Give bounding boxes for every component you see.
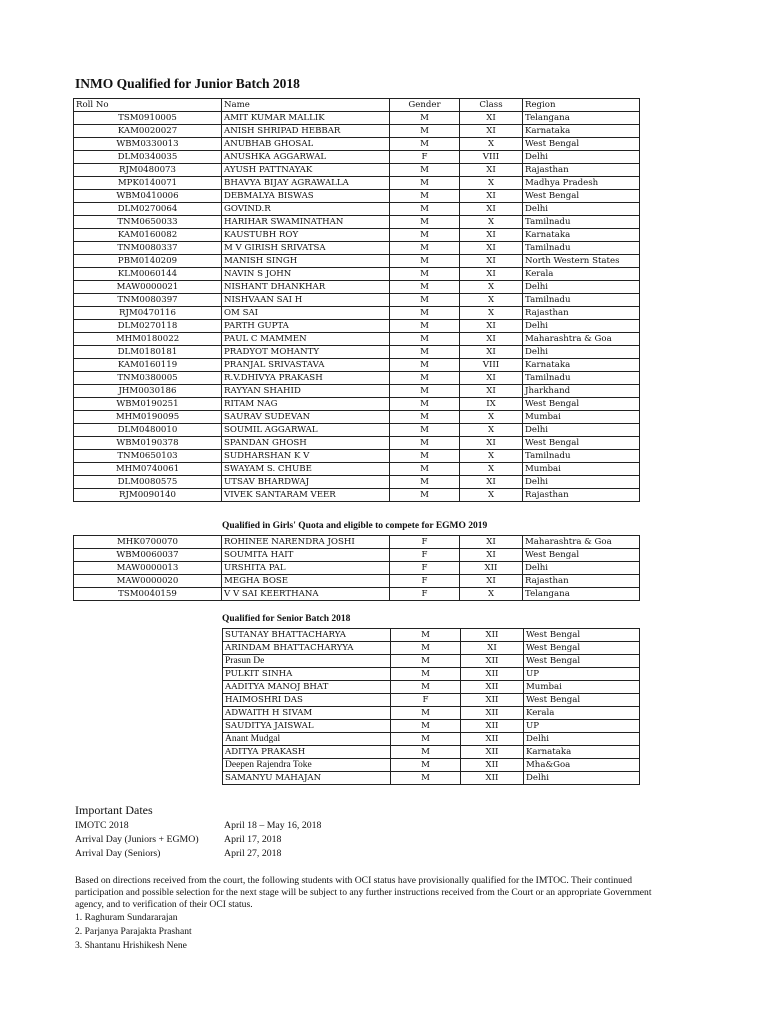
region-cell: UP (524, 668, 640, 681)
region-cell: Delhi (523, 203, 640, 216)
region-cell: Madhya Pradesh (523, 177, 640, 190)
gender-cell: M (391, 720, 461, 733)
table-header-row (74, 99, 640, 112)
name-cell: RAYYAN SHAHID (222, 385, 390, 398)
class-cell: XI (460, 125, 523, 138)
name-cell: Prasun De (223, 655, 391, 668)
roll-no-cell: WBM0190378 (74, 437, 222, 450)
class-cell: X (460, 588, 523, 601)
date-value: April 27, 2018 (224, 848, 282, 859)
name-cell: SOUMIL AGGARWAL (222, 424, 390, 437)
table-row (74, 307, 640, 320)
gender-cell: M (390, 320, 460, 333)
important-dates-heading: Important Dates (75, 803, 153, 817)
class-cell: XI (460, 536, 523, 549)
table-row (74, 588, 640, 601)
class-cell: XII (461, 746, 524, 759)
roll-no-cell: KLM0060144 (74, 268, 222, 281)
gender-cell: M (390, 164, 460, 177)
name-cell: OM SAI (222, 307, 390, 320)
name-cell: MANISH SINGH (222, 255, 390, 268)
name-cell: V V SAI KEERTHANA (222, 588, 390, 601)
table-row (74, 203, 640, 216)
region-cell: Rajasthan (523, 575, 640, 588)
gender-cell: M (390, 346, 460, 359)
table-row (74, 575, 640, 588)
table-row (74, 562, 640, 575)
class-cell: X (460, 138, 523, 151)
name-cell: SWAYAM S. CHUBE (222, 463, 390, 476)
gender-cell: M (390, 281, 460, 294)
gender-cell: M (390, 229, 460, 242)
region-cell: Telangana (523, 112, 640, 125)
roll-no-cell: RJM0090140 (74, 489, 222, 502)
gender-cell: M (390, 437, 460, 450)
region-cell: Kerala (524, 707, 640, 720)
table-row (223, 733, 640, 746)
class-cell: XI (460, 112, 523, 125)
region-cell: Rajasthan (523, 164, 640, 177)
table-row (74, 411, 640, 424)
class-cell: VIII (460, 151, 523, 164)
class-cell: X (460, 411, 523, 424)
class-cell: XII (461, 668, 524, 681)
region-cell: West Bengal (524, 629, 640, 642)
date-label: Arrival Day (Juniors + EGMO) (75, 834, 199, 845)
table-row (223, 707, 640, 720)
gender-cell: F (390, 549, 460, 562)
gender-cell: M (390, 242, 460, 255)
region-cell: Tamilnadu (523, 294, 640, 307)
name-cell: ARINDAM BHATTACHARYYA (223, 642, 391, 655)
date-value: April 17, 2018 (224, 834, 282, 845)
region-cell: Rajasthan (523, 489, 640, 502)
name-cell: M V GIRISH SRIVATSA (222, 242, 390, 255)
name-cell: BHAVYA BIJAY AGRAWALLA (222, 177, 390, 190)
name-cell: NISHVAAN SAI H (222, 294, 390, 307)
table-row (74, 268, 640, 281)
roll-no-cell: WBM0330013 (74, 138, 222, 151)
name-cell: HAIMOSHRI DAS (223, 694, 391, 707)
roll-no-cell: WBM0060037 (74, 549, 222, 562)
class-cell: X (460, 463, 523, 476)
oci-note-paragraph: Based on directions received from the court, the following students with OCI status have provisionally qualified for the IMTOC. Their continued participation and possible selection for the next stage will be subject to any further instructions received from the Court or an appropriate Government agency, and to verification of their OCI status. (75, 875, 652, 910)
name-cell: DEBMALYA BISWAS (222, 190, 390, 203)
class-cell: XI (460, 203, 523, 216)
name-cell: UTSAV BHARDWAJ (222, 476, 390, 489)
name-cell: ANUSHKA AGGARWAL (222, 151, 390, 164)
name-cell: ROHINEE NARENDRA JOSHI (222, 536, 390, 549)
class-cell: XII (461, 681, 524, 694)
gender-cell: F (390, 562, 460, 575)
name-cell: PARTH GUPTA (222, 320, 390, 333)
gender-cell: M (391, 759, 461, 772)
roll-no-cell: MHK0700070 (74, 536, 222, 549)
region-cell: Kerala (523, 268, 640, 281)
roll-no-cell: DLM0270064 (74, 203, 222, 216)
region-cell: Maharashtra & Goa (523, 333, 640, 346)
class-cell: XI (460, 476, 523, 489)
region-cell: West Bengal (524, 642, 640, 655)
roll-no-cell: TNM0080337 (74, 242, 222, 255)
table-row (74, 359, 640, 372)
class-cell: XI (460, 333, 523, 346)
roll-no-cell: KAM0160119 (74, 359, 222, 372)
gender-cell: M (390, 112, 460, 125)
class-cell: XII (460, 562, 523, 575)
name-cell: SUDHARSHAN K V (222, 450, 390, 463)
class-cell: X (460, 281, 523, 294)
gender-cell: M (390, 125, 460, 138)
roll-no-cell: MHM0180022 (74, 333, 222, 346)
gender-cell: M (391, 668, 461, 681)
column-header-name: Name (222, 99, 390, 112)
region-cell: Delhi (523, 320, 640, 333)
class-cell: X (460, 424, 523, 437)
roll-no-cell: MHM0740061 (74, 463, 222, 476)
class-cell: XII (461, 707, 524, 720)
table-row (74, 255, 640, 268)
table-row (74, 151, 640, 164)
class-cell: X (460, 450, 523, 463)
name-cell: AADITYA MANOJ BHAT (223, 681, 391, 694)
name-cell: PAUL C MAMMEN (222, 333, 390, 346)
gender-cell: M (390, 411, 460, 424)
table-row (74, 177, 640, 190)
roll-no-cell: DLM0270118 (74, 320, 222, 333)
class-cell: XII (461, 759, 524, 772)
table-row (74, 138, 640, 151)
table-row (223, 681, 640, 694)
gender-cell: M (390, 372, 460, 385)
region-cell: West Bengal (523, 138, 640, 151)
roll-no-cell: DLM0080575 (74, 476, 222, 489)
class-cell: XI (460, 575, 523, 588)
class-cell: XI (460, 320, 523, 333)
table-row (74, 549, 640, 562)
class-cell: XI (460, 255, 523, 268)
gender-cell: F (390, 588, 460, 601)
roll-no-cell: WBM0190251 (74, 398, 222, 411)
class-cell: XII (461, 720, 524, 733)
column-header-gender: Gender (390, 99, 460, 112)
name-cell: RITAM NAG (222, 398, 390, 411)
class-cell: XII (461, 772, 524, 785)
gender-cell: F (391, 694, 461, 707)
roll-no-cell: TSM0040159 (74, 588, 222, 601)
gender-cell: M (391, 629, 461, 642)
name-cell: R.V.DHIVYA PRAKASH (222, 372, 390, 385)
name-cell: ANISH SHRIPAD HEBBAR (222, 125, 390, 138)
column-header-class: Class (460, 99, 523, 112)
table-row (74, 424, 640, 437)
table-row (74, 450, 640, 463)
table-row (223, 655, 640, 668)
roll-no-cell: DLM0340035 (74, 151, 222, 164)
roll-no-cell: MAW0000021 (74, 281, 222, 294)
roll-no-cell: MAW0000020 (74, 575, 222, 588)
region-cell: Jharkhand (523, 385, 640, 398)
girls-quota-table (73, 535, 640, 601)
roll-no-cell: TNM0650033 (74, 216, 222, 229)
gender-cell: M (390, 333, 460, 346)
region-cell: West Bengal (523, 398, 640, 411)
gender-cell: M (390, 489, 460, 502)
gender-cell: F (390, 536, 460, 549)
gender-cell: M (391, 655, 461, 668)
name-cell: AYUSH PATTNAYAK (222, 164, 390, 177)
region-cell: Delhi (523, 346, 640, 359)
table-row (223, 772, 640, 785)
gender-cell: M (391, 746, 461, 759)
table-row (74, 489, 640, 502)
class-cell: XI (460, 164, 523, 177)
region-cell: Delhi (524, 772, 640, 785)
junior-batch-table (73, 98, 640, 502)
table-row (74, 112, 640, 125)
column-header-roll-no: Roll No (74, 99, 222, 112)
name-cell: KAUSTUBH ROY (222, 229, 390, 242)
name-cell: Anant Mudgal (223, 733, 391, 746)
gender-cell: M (391, 642, 461, 655)
gender-cell: M (390, 177, 460, 190)
roll-no-cell: KAM0020027 (74, 125, 222, 138)
date-row (75, 820, 321, 831)
name-cell: PRADYOT MOHANTY (222, 346, 390, 359)
roll-no-cell: TNM0080397 (74, 294, 222, 307)
name-cell: SAUDITYA JAISWAL (223, 720, 391, 733)
table-row (74, 346, 640, 359)
table-row (74, 320, 640, 333)
roll-no-cell: DLM0180181 (74, 346, 222, 359)
gender-cell: M (390, 255, 460, 268)
roll-no-cell: RJM0480073 (74, 164, 222, 177)
table-row (74, 242, 640, 255)
region-cell: UP (524, 720, 640, 733)
gender-cell: M (391, 772, 461, 785)
region-cell: West Bengal (523, 437, 640, 450)
class-cell: X (460, 489, 523, 502)
gender-cell: M (390, 294, 460, 307)
region-cell: Rajasthan (523, 307, 640, 320)
region-cell: Tamilnadu (523, 372, 640, 385)
class-cell: X (460, 307, 523, 320)
region-cell: Telangana (523, 588, 640, 601)
table-row (74, 190, 640, 203)
name-cell: NISHANT DHANKHAR (222, 281, 390, 294)
region-cell: Karnataka (523, 125, 640, 138)
region-cell: Maharashtra & Goa (523, 536, 640, 549)
region-cell: Tamilnadu (523, 242, 640, 255)
gender-cell: M (390, 476, 460, 489)
table-row (74, 125, 640, 138)
date-row (75, 848, 281, 859)
region-cell: Delhi (523, 424, 640, 437)
table-row (74, 385, 640, 398)
class-cell: IX (460, 398, 523, 411)
class-cell: VIII (460, 359, 523, 372)
class-cell: XII (461, 629, 524, 642)
gender-cell: M (390, 203, 460, 216)
region-cell: Mumbai (523, 463, 640, 476)
table-row (223, 694, 640, 707)
name-cell: SOUMITA HAIT (222, 549, 390, 562)
date-label: IMOTC 2018 (75, 820, 129, 831)
date-row (75, 834, 281, 845)
region-cell: West Bengal (523, 549, 640, 562)
class-cell: X (460, 177, 523, 190)
roll-no-cell: KAM0160082 (74, 229, 222, 242)
class-cell: XI (461, 642, 524, 655)
table-row (223, 720, 640, 733)
girls-quota-heading: Qualified in Girls' Quota and eligible to compete for EGMO 2019 (222, 521, 488, 531)
oci-list-item: 2. Parjanya Parajakta Prashant (75, 926, 192, 937)
name-cell: ADWAITH H SIVAM (223, 707, 391, 720)
region-cell: Delhi (524, 733, 640, 746)
class-cell: X (460, 294, 523, 307)
region-cell: West Bengal (524, 694, 640, 707)
gender-cell: M (390, 138, 460, 151)
gender-cell: M (391, 707, 461, 720)
gender-cell: M (390, 398, 460, 411)
roll-no-cell: TSM0910005 (74, 112, 222, 125)
name-cell: SUTANAY BHATTACHARYA (223, 629, 391, 642)
roll-no-cell: DLM0480010 (74, 424, 222, 437)
gender-cell: M (390, 359, 460, 372)
senior-batch-table (222, 628, 640, 785)
region-cell: Mha&Goa (524, 759, 640, 772)
table-row (74, 536, 640, 549)
class-cell: XII (461, 655, 524, 668)
name-cell: Deepen Rajendra Toke (223, 759, 391, 772)
region-cell: Tamilnadu (523, 450, 640, 463)
name-cell: SPANDAN GHOSH (222, 437, 390, 450)
table-row (74, 437, 640, 450)
table-row (74, 476, 640, 489)
name-cell: SAURAV SUDEVAN (222, 411, 390, 424)
region-cell: Delhi (523, 151, 640, 164)
table-row (223, 759, 640, 772)
class-cell: XI (460, 190, 523, 203)
name-cell: PRANJAL SRIVASTAVA (222, 359, 390, 372)
gender-cell: M (390, 450, 460, 463)
name-cell: URSHITA PAL (222, 562, 390, 575)
class-cell: X (460, 216, 523, 229)
page-title: INMO Qualified for Junior Batch 2018 (75, 76, 300, 91)
gender-cell: M (390, 385, 460, 398)
region-cell: Delhi (523, 562, 640, 575)
name-cell: PULKIT SINHA (223, 668, 391, 681)
class-cell: XI (460, 268, 523, 281)
region-cell: Delhi (523, 281, 640, 294)
class-cell: XI (460, 346, 523, 359)
class-cell: XII (461, 694, 524, 707)
table-row (74, 164, 640, 177)
table-row (74, 372, 640, 385)
name-cell: AMIT KUMAR MALLIK (222, 112, 390, 125)
roll-no-cell: WBM0410006 (74, 190, 222, 203)
region-cell: Karnataka (523, 359, 640, 372)
senior-batch-heading: Qualified for Senior Batch 2018 (222, 614, 351, 624)
date-value: April 18 – May 16, 2018 (224, 820, 322, 831)
oci-list-item: 1. Raghuram Sundararajan (75, 912, 178, 923)
class-cell: XI (460, 372, 523, 385)
region-cell: Delhi (523, 476, 640, 489)
name-cell: ADITYA PRAKASH (223, 746, 391, 759)
name-cell: ANUBHAB GHOSAL (222, 138, 390, 151)
name-cell: NAVIN S JOHN (222, 268, 390, 281)
column-header-region: Region (523, 99, 640, 112)
class-cell: XI (460, 437, 523, 450)
roll-no-cell: MPK0140071 (74, 177, 222, 190)
table-row (74, 463, 640, 476)
table-row (74, 333, 640, 346)
roll-no-cell: PBM0140209 (74, 255, 222, 268)
gender-cell: M (390, 216, 460, 229)
table-row (74, 294, 640, 307)
table-row (74, 398, 640, 411)
roll-no-cell: TNM0650103 (74, 450, 222, 463)
roll-no-cell: RJM0470116 (74, 307, 222, 320)
name-cell: HARIHAR SWAMINATHAN (222, 216, 390, 229)
name-cell: SAMANYU MAHAJAN (223, 772, 391, 785)
date-label: Arrival Day (Seniors) (75, 848, 161, 859)
class-cell: XII (461, 733, 524, 746)
oci-list-item: 3. Shantanu Hrishikesh Nene (75, 940, 187, 951)
gender-cell: M (390, 268, 460, 281)
region-cell: Mumbai (524, 681, 640, 694)
gender-cell: M (390, 307, 460, 320)
class-cell: XI (460, 242, 523, 255)
gender-cell: F (390, 151, 460, 164)
roll-no-cell: TNM0380005 (74, 372, 222, 385)
region-cell: West Bengal (524, 655, 640, 668)
name-cell: GOVIND.R (222, 203, 390, 216)
table-row (74, 229, 640, 242)
table-row (74, 281, 640, 294)
gender-cell: M (391, 681, 461, 694)
name-cell: MEGHA BOSE (222, 575, 390, 588)
region-cell: West Bengal (523, 190, 640, 203)
gender-cell: M (390, 463, 460, 476)
region-cell: Karnataka (524, 746, 640, 759)
gender-cell: M (391, 733, 461, 746)
gender-cell: M (390, 424, 460, 437)
region-cell: North Western States (523, 255, 640, 268)
table-row (223, 668, 640, 681)
roll-no-cell: JHM0030186 (74, 385, 222, 398)
class-cell: XI (460, 549, 523, 562)
region-cell: Karnataka (523, 229, 640, 242)
roll-no-cell: MHM0190095 (74, 411, 222, 424)
roll-no-cell: MAW0000013 (74, 562, 222, 575)
class-cell: XI (460, 229, 523, 242)
table-row (223, 746, 640, 759)
name-cell: VIVEK SANTARAM VEER (222, 489, 390, 502)
table-row (74, 216, 640, 229)
region-cell: Mumbai (523, 411, 640, 424)
region-cell: Tamilnadu (523, 216, 640, 229)
table-row (223, 642, 640, 655)
table-row (223, 629, 640, 642)
class-cell: XI (460, 385, 523, 398)
gender-cell: F (390, 575, 460, 588)
gender-cell: M (390, 190, 460, 203)
